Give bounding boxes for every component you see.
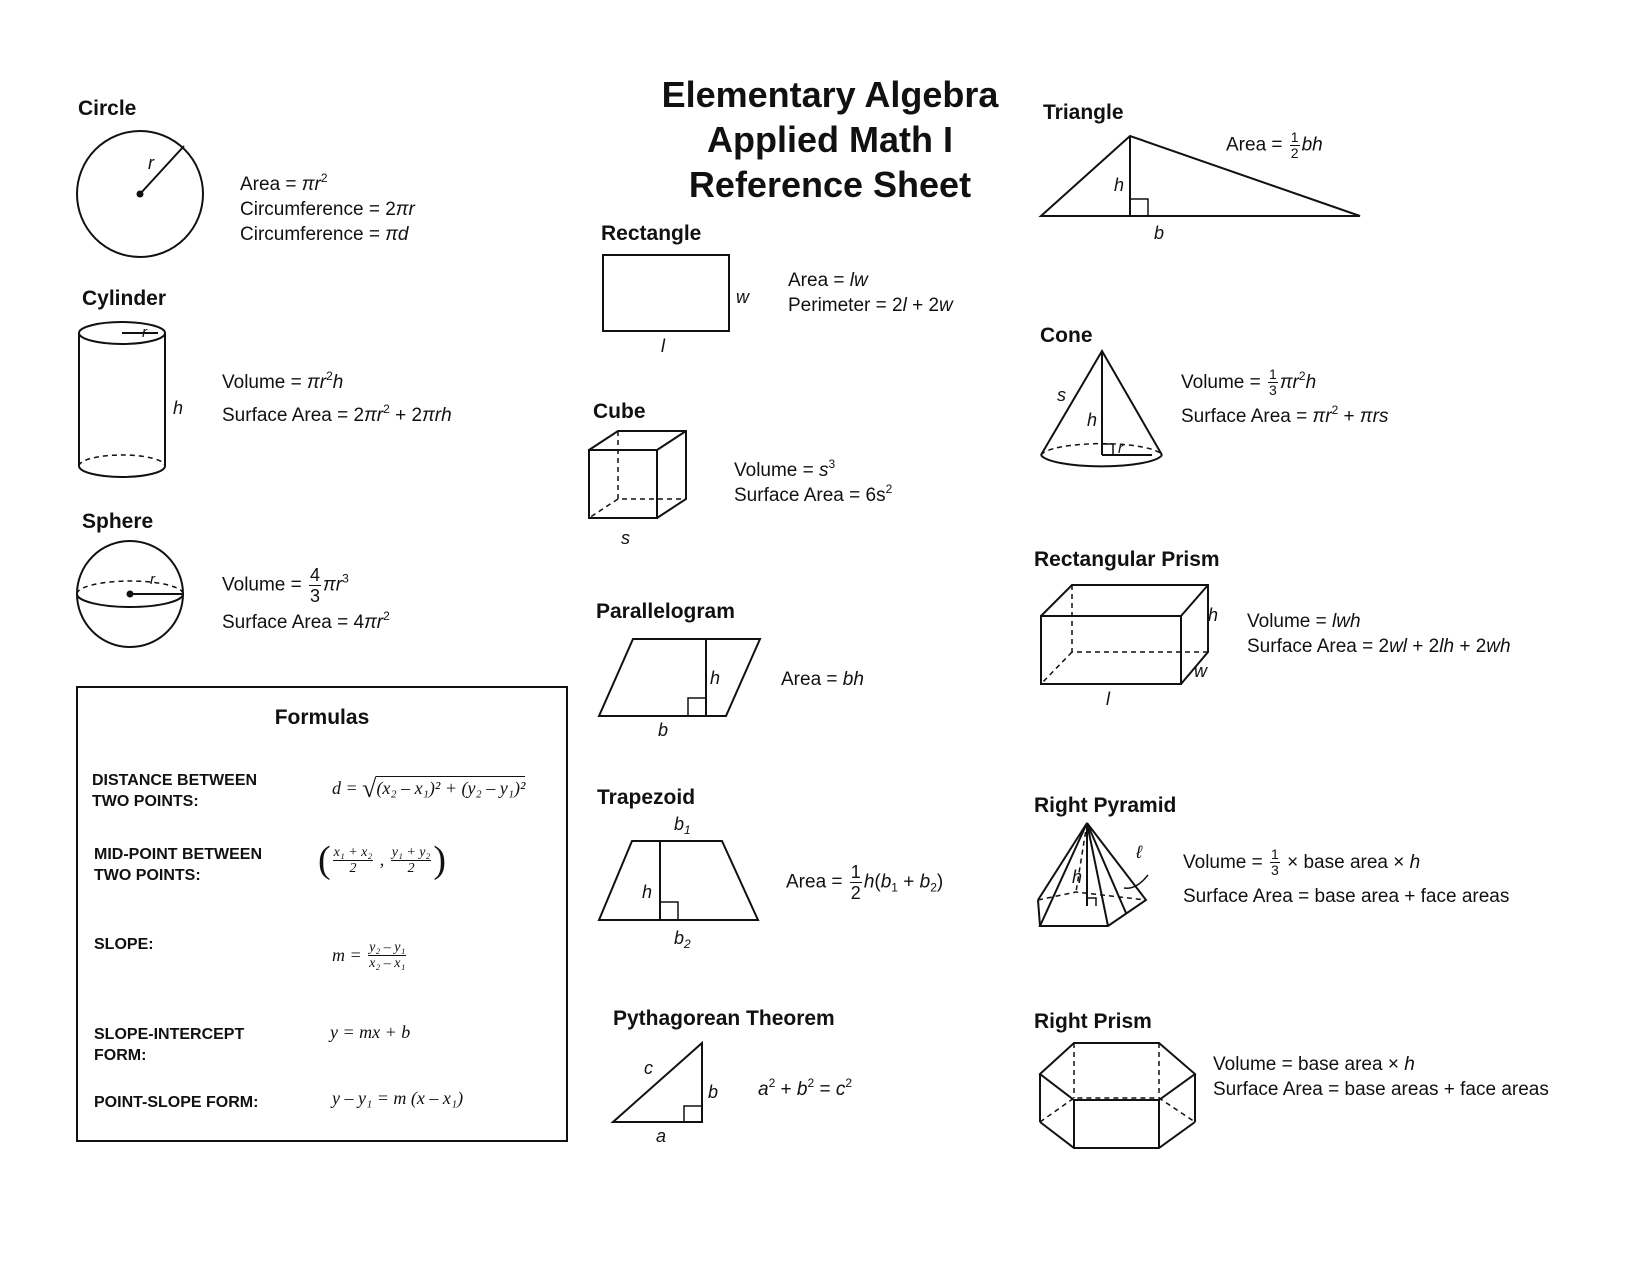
circle-heading: Circle bbox=[78, 97, 137, 120]
rect-prism-label-l: l bbox=[1106, 689, 1110, 709]
rectangle-formulas: Area = lw Perimeter = 2l + 2w bbox=[788, 270, 953, 316]
trapezoid-label-b2: $b_2$ bbox=[674, 928, 691, 951]
formulas-heading: Formulas bbox=[274, 706, 370, 729]
cylinder-diagram bbox=[76, 320, 168, 480]
cube-heading: Cube bbox=[593, 400, 646, 423]
slope-intercept-label: SLOPE-INTERCEPT FORM: bbox=[94, 1026, 245, 1064]
trapezoid-label-h: h bbox=[642, 882, 653, 902]
trapezoid-label-b1: $b_1$ bbox=[674, 814, 691, 837]
trapezoid-formula: Area = $\frac{1}{2}$ $h(b_1 + b_2)$ bbox=[786, 862, 944, 903]
sphere-heading: Sphere bbox=[82, 510, 154, 533]
rectangle-diagram bbox=[602, 254, 732, 334]
cone-formulas: Volume = $\frac{1}{3}$ $\pi r^2h$ Surface Area = $\pi r^2 + \pi rs$ bbox=[1181, 366, 1389, 427]
slope-formula: m = $\frac{\text{y₂ – y₁}}{\text{x₂ – x₁}}$ bbox=[332, 940, 406, 971]
parallelogram-label-b: b bbox=[658, 720, 669, 740]
parallelogram-heading: Parallelogram bbox=[596, 600, 735, 623]
triangle-label-b: b bbox=[1154, 223, 1165, 243]
triangle-formula: Area = $\frac{1}{2}$ bh bbox=[1226, 129, 1323, 161]
cylinder-formulas: Volume = $\pi r^2h$ Surface Area = $2\pi r^2 + 2\pi rh$ bbox=[222, 369, 452, 426]
cone-label-r: r bbox=[1118, 440, 1123, 457]
rectangle-label-w: w bbox=[736, 287, 749, 307]
rect-prism-diagram bbox=[1040, 584, 1210, 688]
parallelogram-formula: Area = bh bbox=[781, 669, 864, 690]
point-slope-label: POINT-SLOPE FORM: bbox=[94, 1094, 259, 1111]
pythagorean-label-b: b bbox=[708, 1082, 719, 1102]
rect-prism-label-w: w bbox=[1194, 661, 1207, 681]
title-line-3: Reference Sheet bbox=[688, 164, 972, 205]
cone-label-s: s bbox=[1057, 385, 1066, 405]
right-pyramid-diagram bbox=[1036, 820, 1166, 932]
cone-heading: Cone bbox=[1040, 324, 1093, 347]
cylinder-label-r: r bbox=[142, 324, 147, 341]
cube-formulas: Volume = $s^3$ Surface Area = $6s^2$ bbox=[734, 457, 893, 506]
cone-label-h: h bbox=[1087, 410, 1098, 430]
right-pyramid-heading: Right Pyramid bbox=[1034, 794, 1177, 817]
rectangle-heading: Rectangle bbox=[601, 222, 702, 245]
distance-label: DISTANCE BETWEEN TWO POINTS: bbox=[92, 772, 258, 810]
right-prism-diagram bbox=[1038, 1042, 1198, 1152]
midpoint-formula: ( $\frac{\text{x₁ + x₂}}{2}$ , $\frac{\text{y₁ + y₂}}{2}$ ) bbox=[318, 839, 447, 881]
triangle-label-h: h bbox=[1114, 175, 1125, 195]
formulas-box bbox=[76, 686, 568, 1142]
distance-formula: d = √(x₂ – x₁)² + (y₂ – y₁)² bbox=[332, 774, 526, 803]
cube-label-s: s bbox=[621, 528, 630, 548]
cylinder-heading: Cylinder bbox=[82, 287, 167, 310]
midpoint-label: MID-POINT BETWEEN TWO POINTS: bbox=[94, 846, 262, 884]
triangle-heading: Triangle bbox=[1043, 101, 1124, 124]
parallelogram-label-h: h bbox=[710, 668, 721, 688]
rectangle-label-l: l bbox=[661, 336, 665, 356]
trapezoid-heading: Trapezoid bbox=[597, 786, 696, 809]
pythagorean-label-a: a bbox=[656, 1126, 667, 1146]
cone-diagram bbox=[1040, 350, 1166, 472]
pythagorean-heading: Pythagorean Theorem bbox=[613, 1007, 835, 1030]
point-slope-formula: y – y₁ = m (x – x₁) bbox=[332, 1088, 464, 1108]
right-pyramid-label-l: ℓ bbox=[1136, 842, 1142, 862]
cube-diagram bbox=[588, 430, 698, 530]
sphere-label-r: r bbox=[150, 571, 155, 588]
slope-label: SLOPE: bbox=[94, 936, 154, 953]
circle-diagram bbox=[74, 128, 206, 260]
circle-formulas: Area = $\pi r^2$ Circumference = 2πr Circumference = πd bbox=[240, 171, 415, 245]
sphere-formulas: Volume = $\frac{4}{3}$ $\pi r^3$ Surface Area = $4\pi r^2$ bbox=[222, 565, 390, 633]
title-line-2: Applied Math I bbox=[707, 119, 953, 160]
right-prism-heading: Right Prism bbox=[1034, 1010, 1152, 1033]
title-line-1: Elementary Algebra bbox=[661, 74, 999, 115]
cylinder-label-h: h bbox=[173, 398, 184, 418]
right-pyramid-formulas: Volume = $\frac{1}{3}$ × base area × h Surface Area = base area + face areas bbox=[1183, 846, 1510, 907]
pythagorean-formula: $a^2 + b^2 = c^2$ bbox=[758, 1076, 853, 1100]
sphere-diagram bbox=[76, 540, 188, 652]
trapezoid-diagram bbox=[598, 840, 760, 922]
rect-prism-formulas: Volume = lwh Surface Area = 2wl + 2lh + 2wh bbox=[1247, 611, 1511, 657]
parallelogram-diagram bbox=[598, 638, 763, 720]
slope-intercept-formula: y = mx + b bbox=[330, 1022, 411, 1042]
pythagorean-diagram bbox=[612, 1042, 704, 1124]
right-pyramid-label-h: h bbox=[1072, 867, 1083, 887]
rect-prism-label-h: h bbox=[1208, 605, 1219, 625]
right-prism-formulas: Volume = base area × h Surface Area = base areas + face areas bbox=[1213, 1054, 1549, 1100]
page-title bbox=[600, 72, 1060, 207]
pythagorean-label-c: c bbox=[644, 1058, 653, 1078]
rect-prism-heading: Rectangular Prism bbox=[1034, 548, 1220, 571]
circle-label-r: r bbox=[148, 153, 154, 173]
